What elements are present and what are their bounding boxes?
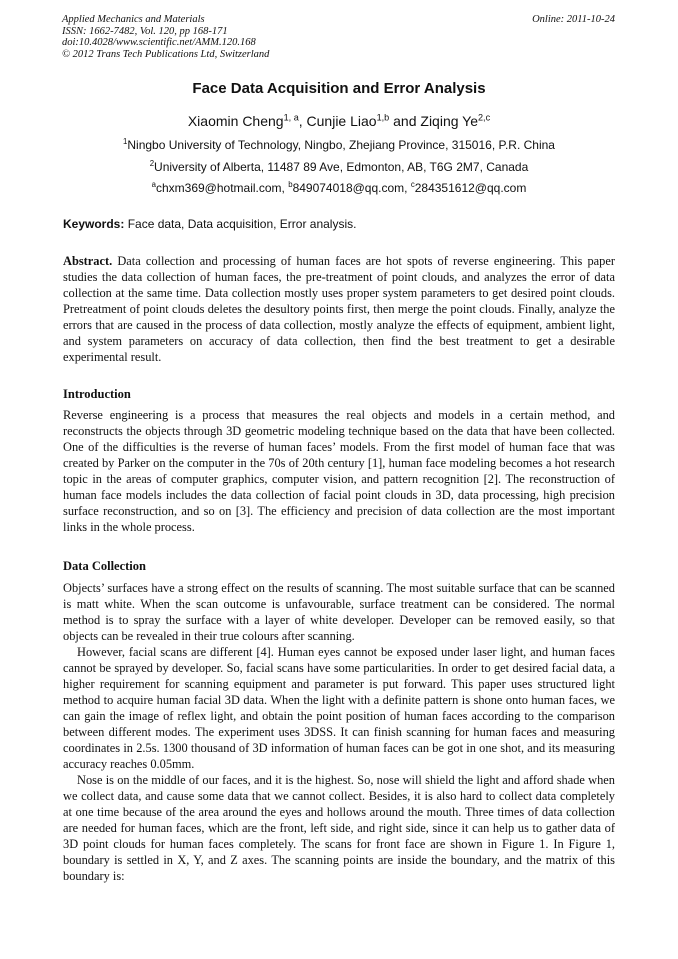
affiliation-2 <box>0 160 678 174</box>
section-heading-introduction: Introduction <box>63 387 131 401</box>
abstract-label: Abstract. <box>63 254 113 268</box>
author-affiliation-mark: 1, a <box>283 112 299 123</box>
journal-name: Applied Mechanics and Materials <box>62 14 205 25</box>
affiliation-text: Ningbo University of Technology, Ningbo, Zhejiang Province, 315016, P.R. China <box>127 138 555 152</box>
keywords-text: Face data, Data acquisition, Error analysis. <box>124 217 357 231</box>
email-address: chxm369@hotmail.com, <box>155 181 289 195</box>
affiliation-1 <box>0 138 678 152</box>
abstract-section <box>63 253 615 365</box>
body-paragraph: Objects’ surfaces have a strong effect on the results of scanning. The most suitable surface that can be scanned is matt white. When the scan outcome is unfavourable, surface treatment can be considered. The normal method is to spray the surface with a layer of white developer. Developer can be removed easily, so that objects can be revealed in their true colours after scanning. <box>63 581 615 643</box>
affiliation-mark: 1 <box>123 137 128 146</box>
keywords-line <box>63 217 356 231</box>
section-heading-data-collection: Data Collection <box>63 559 146 573</box>
author-emails <box>0 181 678 195</box>
abstract-paragraph <box>63 253 615 365</box>
email-mark: a <box>151 180 156 189</box>
author-name: Ziqing Ye <box>420 113 478 129</box>
affiliation-text: University of Alberta, 11487 89 Ave, Edmonton, AB, T6G 2M7, Canada <box>154 160 529 174</box>
issn-line: ISSN: 1662-7482, Vol. 120, pp 168-171 <box>62 25 228 37</box>
author-affiliation-mark: 1,b <box>376 112 390 123</box>
affiliation-mark: 2 <box>149 159 155 168</box>
author-separator: , <box>298 113 307 129</box>
body-paragraph: However, facial scans are different [4]. Human eyes cannot be exposed under laser light, and human faces cannot be sprayed by developer. So, facial scans have some particularities. In order to get desired facial data, a higher requirement for scanning equipment and parameter is put forward. This paper uses structured light method to acquire human facial 3D data. When the light with a definite pattern is shone onto human faces, we can gain the image of reflex light, and obtain the point position of human faces according to the comparison between different modes. The experiment uses 3DSS. It can finish scanning for human faces and measuring coordinates in 2.5s. 1300 thousand of 3D information of human faces can be got in one shot, and its measuring accuracy reaches 0.05mm. <box>63 645 615 771</box>
author-affiliation-mark: 2,c <box>478 112 491 123</box>
author-name: Xiaomin Cheng <box>187 113 284 129</box>
email-mark: c <box>410 180 415 189</box>
email-address: 284351612@qq.com <box>414 181 527 195</box>
doi-line: doi:10.4028/www.scientific.net/AMM.120.168 <box>62 37 256 48</box>
body-paragraph: Reverse engineering is a process that measures the real objects and models in a certain method, and reconstructs the objects through 3D geometric modeling technique based on the data that have been collected. One of the difficulties is the reverse of human faces’ models. From the first model of human face that was created by Parker on the computer in the 70s of 20th century [1], human face modeling becomes a hot research topic in the areas of computer graphics, computer vision, and pattern recognition [2]. The reconstruction of human face models includes the data collection of facial point clouds in 3D, data processing, high precision surface reconstruction, and so on [3]. The efficiency and precision of data collection are the most important links in the whole process. <box>63 408 615 534</box>
body-paragraph: Nose is on the middle of our faces, and it is the highest. So, nose will shield the light and afford shade when we collect data, and cause some data that we cannot collect. Besides, it is also hard to collect data completely at one time because of the area around the eyes and hollows around the mouth. Three times of data collection are needed for human faces, which are the front, left side, and right side, since it can help us to gather data of 3D point clouds for human faces completely. The scans for front face are shown in Figure 1. In Figure 1, boundary is settled in X, Y, and Z axes. The scanning points are inside the boundary, and the matrix of this boundary is: <box>63 773 615 883</box>
online-date: Online: 2011-10-24 <box>532 14 615 25</box>
copyright-line: © 2012 Trans Tech Publications Ltd, Switzerland <box>62 48 270 60</box>
paper-title: Face Data Acquisition and Error Analysis <box>192 80 486 97</box>
author-name: Cunjie Liao <box>306 113 377 129</box>
author-list <box>0 113 678 129</box>
abstract-text: Data collection and processing of human faces are hot spots of reverse engineering. This paper studies the data collection of human faces, the pre-treatment of point clouds, and analyzes the error of data collection at the same time. Data collection mostly uses proper system parameters to get desired point clouds. Pretreatment of point clouds deletes the desultory points first, then merge the point clouds. Finally, analyze the errors that are caused in the process of data collection, mostly analyze the effects of equipment, ambient light, and system parameters on accuracy of data collection, then find the best treatment to get a desirable experimental result. <box>63 254 615 364</box>
author-separator: and <box>389 113 421 129</box>
email-address: 849074018@qq.com, <box>292 181 411 195</box>
introduction-section <box>63 407 615 535</box>
data-collection-section <box>63 580 615 884</box>
running-header <box>62 14 615 60</box>
email-mark: b <box>288 180 293 189</box>
keywords-label: Keywords: <box>63 217 125 231</box>
